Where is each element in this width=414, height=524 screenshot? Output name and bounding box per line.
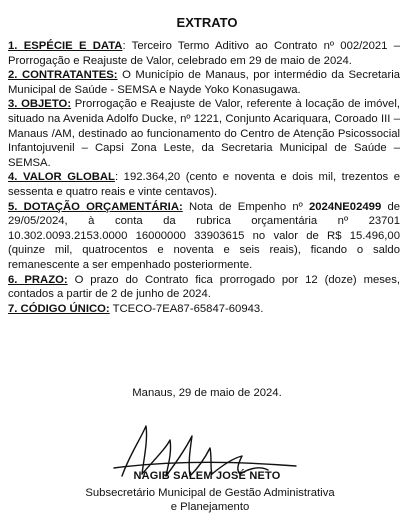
extract-body [8, 39, 400, 316]
section-text: de 29/05/2024, à conta da rubrica orçamentária nº 23701 10.302.0093.2153.0000 16000000 33903615 no valor de R$ 15.496,00 (quinze mil, quatrocentos e noventa e seis reais), ficando o saldo remanescente a ser empenhado posteriormente. [8, 200, 401, 271]
signer-name: NAGIB SALEM JOSÉ NETO [133, 470, 281, 482]
empenho-number: 2024NE02499 [308, 200, 382, 213]
section-heading: 1. ESPÉCIE E DATA [8, 40, 123, 52]
section-valor-global [8, 170, 400, 199]
section-text: : Terceiro Termo Aditivo ao Contrato nº 002/2021 – Prorrogação e Reajuste de Valor, celebrado em 29 de maio de 2024. [8, 40, 400, 67]
section-text: TCECO-7EA87-65847-60943. [109, 302, 264, 315]
section-objeto [8, 97, 400, 170]
section-heading: 2. CONTRATANTES: [8, 69, 118, 82]
section-text: O Município de Manaus, por intermédio da Secretaria Municipal de Saúde - SEMSA e Nayde Yoko Konasugawa. [8, 69, 401, 96]
section-especie-data [8, 39, 400, 68]
section-text: O prazo do Contrato fica prorrogado por 12 (doze) meses, contados a partir de 2 de junho de 2024. [8, 273, 400, 301]
section-heading: 7. CÓDIGO ÚNICO: [8, 302, 110, 315]
section-codigo-unico [8, 302, 400, 317]
section-prazo [8, 273, 400, 302]
place-and-date: Manaus, 29 de maio de 2024. [132, 387, 282, 399]
signer-role-line: Subsecretário Municipal de Gestão Administrativa [85, 487, 335, 499]
signer-role-line: e Planejamento [170, 501, 250, 513]
section-heading: 6. PRAZO: [8, 273, 68, 286]
section-heading: 3. OBJETO: [8, 98, 72, 111]
section-text: : 192.364,20 (cento e noventa e dois mil, trezentos e sessenta e quatro reais e vinte centavos). [8, 171, 401, 198]
section-heading: 5. DOTAÇÃO ORÇAMENTÁRIA: [8, 200, 183, 213]
signer-role [60, 486, 360, 514]
section-dotacao [8, 200, 400, 273]
section-contratantes [8, 68, 400, 97]
section-heading: 4. VALOR GLOBAL [8, 171, 115, 184]
section-text: Nota de Empenho nº [182, 200, 309, 213]
document-title: EXTRATO [176, 15, 238, 30]
section-text: Prorrogação e Reajuste de Valor, referente à locação de imóvel, situado na Avenida Adolfo Ducke, nº 1221, Conjunto Acariquara, Coroado III – Manaus /AM, destinado ao funcionamento do Centro de Atenção Psicossocial Infantojuvenil – Capsi Zona Leste, da Secretaria Municipal de Saúde – SEMSA. [8, 98, 400, 169]
